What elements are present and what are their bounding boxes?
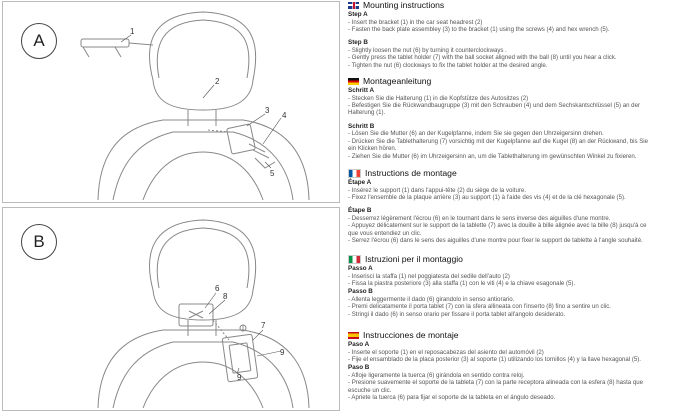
instruction-line: - Stringi il dado (6) in senso orario per fissare il porta tablet all'angolo desiderato. [348,310,566,318]
section-title: Montageanleitung [363,76,432,86]
section-german [348,76,677,160]
section-italian [348,254,677,318]
instruction-line: - Presione suavemente el soporte de la tableta (7) con la parte receptora alineada con la esfera (8) hasta que [348,379,644,387]
step-heading: Step B [348,39,368,47]
instruction-line: - Apriete la tuerca (6) para fijar el soporte de la tableta en el ángulo deseado. [348,394,556,402]
section-title: Instrucciones de montaje [363,330,459,340]
instruction-line: - Fije el ensamblado de la placa posterior (3) al soporte (1) utilizando los tornillos (4) y la llave hexagonal (5). [348,356,641,363]
step-heading: Étape B [348,207,372,215]
callout-2: 2 [215,77,220,86]
callout-6: 6 [215,284,220,293]
step-heading: Passo A [348,265,373,272]
instruction-line: Halterung (1). [348,109,386,117]
callout-9-lower: 9 [237,373,242,382]
step-heading: Étape A [348,179,372,186]
fr-flag-icon [348,169,361,178]
section-title: Instructions de montage [365,168,457,178]
instruction-line: - Tighten the nut (6) clockways to fix the tablet holder at the desired angle. [348,61,548,69]
step-heading: Schritt B [348,122,375,130]
callout-5: 5 [270,169,275,178]
section-spanish-header [348,330,677,340]
instruction-line: - Fissa la piastra posteriore (3) alla staffa (1) con le viti (4) e la chiave esagonale (5). [348,280,576,287]
de-flag-icon [348,78,359,85]
section-french-header [348,168,677,178]
section-title: Istruzioni per il montaggio [365,254,463,264]
step-heading: Paso A [348,341,370,348]
diagram-panel-a [2,1,340,203]
instruction-line: - Ziehen Sie die Mutter (6) im Uhrzeigersinn an, um die Tablethalterung im gewünschten Winkel zu fixieren. [348,152,637,160]
callout-1: 1 [130,27,135,36]
instruction-line: - Insérez le support (1) dans l'appui-tête (2) du siège de la voiture. [348,186,526,194]
section-spanish [348,330,677,402]
step-heading: Step A [348,11,368,18]
section-italian-header [348,254,677,264]
instruction-line: - Inserisci la staffa (1) nel poggiatesta del sedile dell'auto (2) [348,272,510,280]
callout-8: 8 [223,292,228,301]
callout-9: 9 [280,348,285,357]
instruction-line: - Fixez l'ensemble de la plaque arrière (3) au support (1) à l'aide des vis (4) et de la clé hexagonale (5). [348,194,626,201]
instruction-line: - Stecken Sie die Halterung (1) in die Kopfstütze des Autositzes (2) [348,94,529,102]
instruction-line: que vous entendiez un clic. [348,229,422,237]
callout-4: 4 [282,111,287,120]
instruction-line: - Serrez l'écrou (6) dans le sens des aiguilles d'une montre pour fixer le support de tablette à l'angle souhaité. [348,237,643,245]
instruction-line: - Gently press the tablet holder (7) with the ball socket aligned with the ball (8) until you hear a click. [348,54,617,62]
diagram-panel-b [2,207,340,411]
instruction-line: - Lösen Sie die Mutter (6) an der Kugelpfanne, indem Sie sie gegen den Uhrzeigersinn drehen. [348,130,604,138]
section-english [348,0,677,69]
it-flag-icon [348,255,361,264]
instruction-line: - Afloje ligeramente la tuerca (6) girándola en sentido contra reloj. [348,372,525,379]
instruction-line: - Fasten the back plate assembley (3) to the bracket (1) using the screws (4) and hex wrench (5). [348,26,610,33]
uk-flag-icon [348,2,359,9]
instruction-line: escuche un clic. [348,386,392,394]
instruction-line: - Premi delicatamente il porta tablet (7) con la sfera allineata con l'inserto (8) fino a sentire un clic. [348,303,611,311]
section-french [348,168,677,245]
step-heading: Schritt A [348,87,375,94]
step-a-badge: A [21,23,57,59]
instruction-line: - Desserrez légèrement l'écrou (6) en le tournant dans le sens inverse des aiguilles d'une montre. [348,215,611,222]
instruction-line: - Insert the bracket (1) in the car seat headrest (2) [348,18,483,26]
callout-3: 3 [265,106,270,115]
section-title: Mounting instructions [363,0,445,10]
step-b-badge: B [21,224,57,260]
instruction-line: - Inserte el soporte (1) en el reposacabezas del asiento del automóvil (2) [348,348,544,356]
section-english-header [348,0,677,10]
instruction-line: - Drücken Sie die Tablethalterung (7) vorsichtig mit der Kugelpfanne auf die Kugel (8) an der Rückwand, bis Sie [348,137,648,145]
step-heading: Paso B [348,364,370,372]
instruction-line: - Slightly loosen the nut (6) by turning it counterclockways . [348,47,507,54]
instruction-line: - Befestigen Sie die Rückwandbaugruppe (3) mit den Schrauben (4) und dem Sechskantschlüssel (5) an der [348,102,640,109]
es-flag-icon [348,332,359,339]
callout-7: 7 [261,321,266,330]
instruction-line: ein Klicken hören. [348,145,397,153]
instruction-line: - Appuyez délicatement sur le support de la tablette (7) avec la douille à bille alignée avec la bille (8) jusqu'à ce [348,222,647,230]
step-heading: Passo B [348,288,373,296]
section-german-header [348,76,677,86]
instruction-line: - Allenta leggermente il dado (6) girandolo in senso antiorario. [348,296,515,303]
